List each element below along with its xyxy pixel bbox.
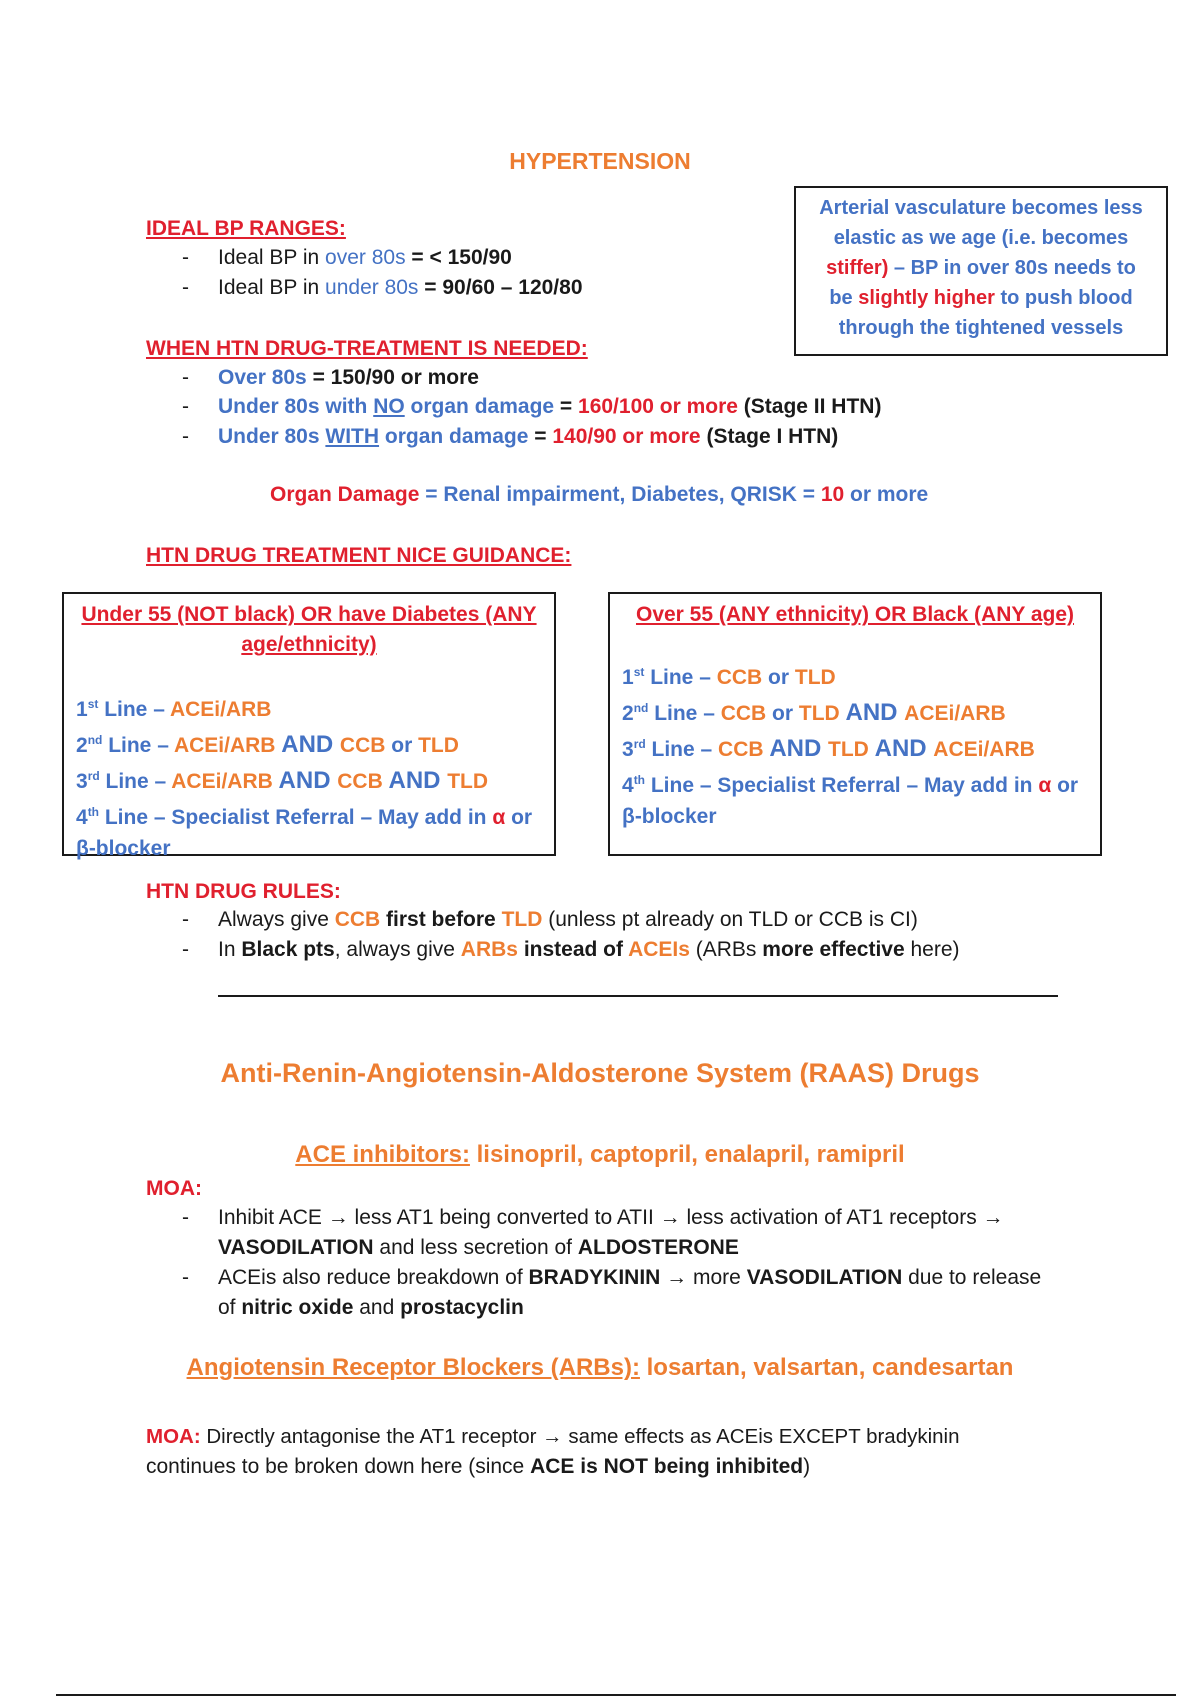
acei-moa-item-2: - ACEis also reduce breakdown of BRADYKININ → more VASODILATION due to release (182, 1266, 1042, 1289)
arb-moa-line-1: MOA: Directly antagonise the AT1 receptor → same effects as ACEis EXCEPT bradykinin (146, 1425, 960, 1448)
acei-moa-label: MOA: (146, 1177, 202, 1200)
nice-box-under-55-title: Under 55 (NOT black) OR have Diabetes (ANY age/ethnicity) (81, 603, 537, 656)
nice-left-line-5: β-blocker (76, 837, 171, 860)
arb-title: Angiotensin Receptor Blockers (ARBs): losartan, valsartan, candesartan (186, 1354, 1014, 1381)
rules-item-1: - Always give CCB first before TLD (unless pt already on TLD or CCB is CI) (182, 908, 918, 931)
rules-heading: HTN DRUG RULES: (146, 880, 341, 903)
ideal-bp-heading: IDEAL BP RANGES: (146, 217, 346, 240)
organ-damage-note: Organ Damage = Renal impairment, Diabetes, QRISK = 10 or more (270, 483, 929, 506)
side-note-text: Arterial vasculature becomes less elastic as we age (i.e. becomes stiffer) – BP in over 80s needs to be slightly higher to push blood through the tightened vessels (819, 197, 1143, 339)
nice-right-line-2: 2nd Line – CCB or TLD AND ACEi/ARB (622, 699, 1006, 726)
nice-right-line-1: 1st Line – CCB or TLD (622, 665, 836, 689)
nice-box-over-55 (608, 592, 1102, 856)
section-divider (218, 995, 1058, 997)
bottom-rule (56, 1694, 1176, 1696)
ideal-bp-item-2: - Ideal BP in under 80s = 90/60 – 120/80 (182, 276, 583, 299)
raas-title: Anti-Renin-Angiotensin-Aldosterone System (RAAS) Drugs (220, 1058, 980, 1088)
when-needed-heading: WHEN HTN DRUG-TREATMENT IS NEEDED: (146, 337, 588, 360)
rules-item-2: - In Black pts, always give ARBs instead of ACEIs (ARBs more effective here) (182, 938, 960, 961)
nice-left-line-3: 3rd Line – ACEi/ARB AND CCB AND TLD (76, 767, 489, 794)
nice-left-line-1: 1st Line – ACEi/ARB (76, 697, 272, 721)
acei-moa-item-2-cont: of nitric oxide and prostacyclin (218, 1296, 524, 1319)
acei-moa-item-1-cont: VASODILATION and less secretion of ALDOSTERONE (218, 1236, 739, 1259)
when-needed-item-1: - Over 80s = 150/90 or more (182, 366, 479, 389)
acei-title: ACE inhibitors: lisinopril, captopril, enalapril, ramipril (295, 1141, 905, 1168)
when-needed-item-3: - Under 80s WITH organ damage = 140/90 or more (Stage I HTN) (182, 425, 839, 448)
nice-right-line-4: 4th Line – Specialist Referral – May add in α or (622, 773, 1079, 797)
side-note-box (794, 186, 1168, 356)
nice-box-over-55-title: Over 55 (ANY ethnicity) OR Black (ANY age) (635, 603, 1075, 626)
nice-right-line-5: β-blocker (622, 805, 717, 828)
nice-left-line-2: 2nd Line – ACEi/ARB AND CCB or TLD (76, 731, 459, 758)
nice-heading: HTN DRUG TREATMENT NICE GUIDANCE: (146, 544, 572, 567)
page-title: HYPERTENSION (509, 148, 691, 174)
nice-right-line-3: 3rd Line – CCB AND TLD AND ACEi/ARB (622, 735, 1035, 762)
nice-left-line-4: 4th Line – Specialist Referral – May add in α or (76, 805, 533, 829)
arb-moa-line-2: continues to be broken down here (since ACE is NOT being inhibited) (146, 1455, 811, 1478)
acei-moa-item-1: - Inhibit ACE → less AT1 being converted to ATII → less activation of AT1 receptors → (182, 1206, 1004, 1229)
ideal-bp-item-1: - Ideal BP in over 80s = < 150/90 (182, 246, 512, 269)
nice-box-under-55 (62, 592, 556, 860)
when-needed-item-2: - Under 80s with NO organ damage = 160/100 or more (Stage II HTN) (182, 395, 882, 418)
